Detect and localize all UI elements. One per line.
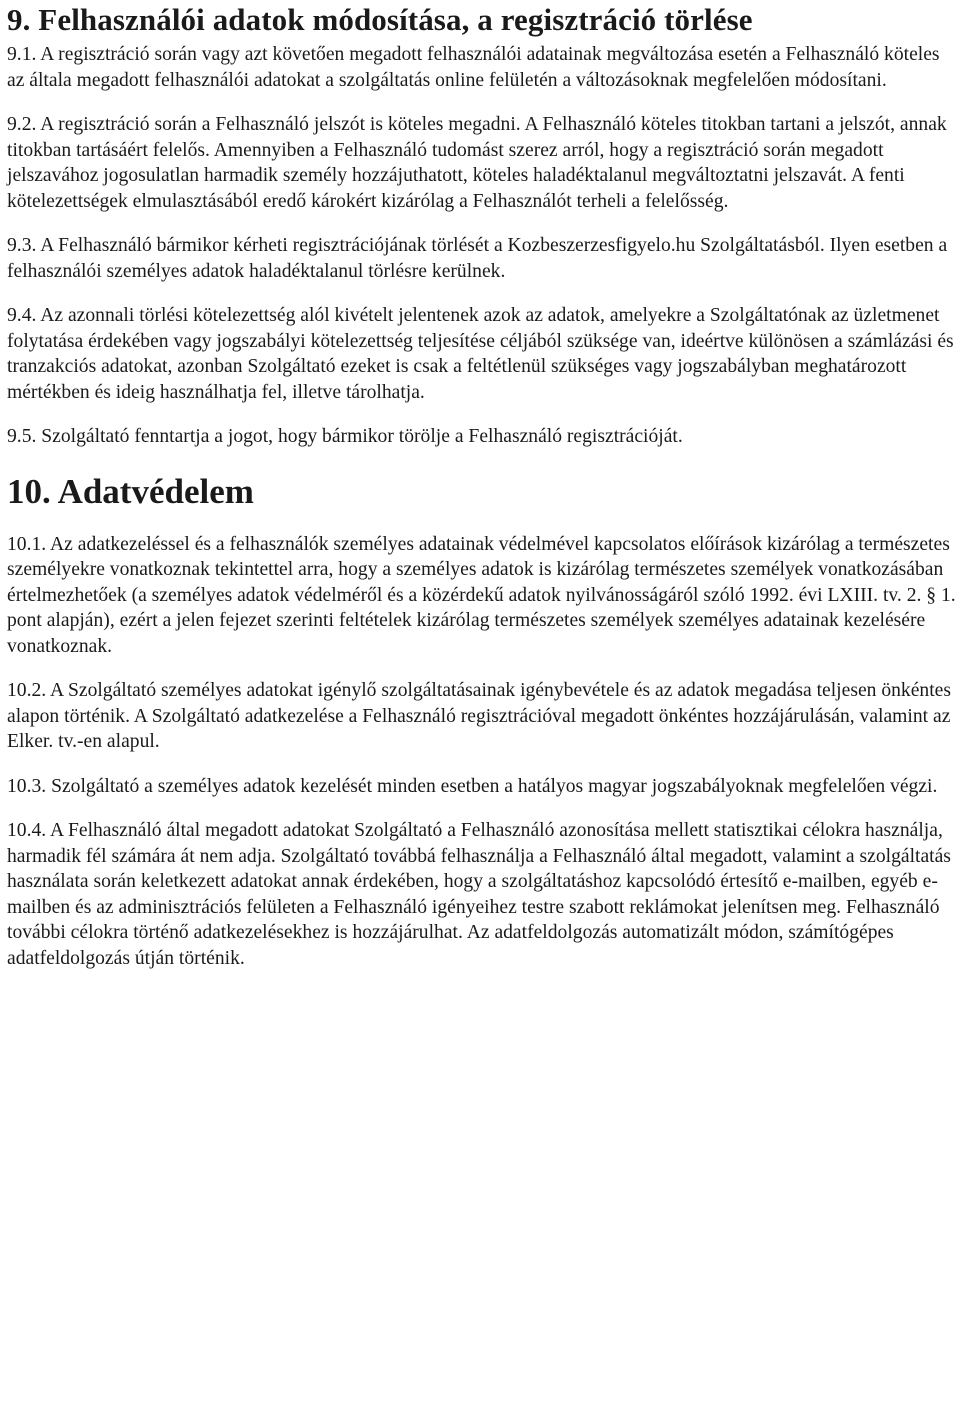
paragraph-10-3: 10.3. Szolgáltató a személyes adatok kezelését minden esetben a hatályos magyar jogszabályoknak megfelelően végzi. [7,775,938,797]
section-10-heading: 10. Adatvédelem [7,471,254,511]
paragraph-9-3: 9.3. A Felhasználó bármikor kérheti regisztrációjának törlését a Kozbeszerzesfigyelo.hu Szolgáltatásból. Ilyen esetben a felhasználói személyes adatok haladéktalanul törlésre kerülnek. [7,235,948,282]
paragraph-9-2: 9.2. A regisztráció során a Felhasználó jelszót is köteles megadni. A Felhasználó köteles titokban tartani a jelszót, annak titokban tartásáért felelős. Amennyiben a Felhasználó tudomást szerez arról, hogy a regisztráció során megadott jelszavához jogosulatlan harmadik személy hozzájuthatott, köteles haladéktalanul megváltoztatni jelszavát. A fenti kötelezettségek elmulasztásából eredő károkért kizárólag a Felhasználót terheli a felelősség. [7,114,947,212]
paragraph-9-4: 9.4. Az azonnali törlési kötelezettség alól kivételt jelentenek azok az adatok, amelyekre a Szolgáltatónak az üzletmenet folytatása érdekében vagy jogszabályi kötelezettség teljesítése céljából szüksége van, ideértve különösen a számlázási és tranzakciós adatokat, azonban Szolgáltató ezeket is csak a feltétlenül szükséges vagy jogszabályban meghatározott mértékben és ideig használhatja fel, illetve tárolhatja. [7,305,954,403]
paragraph-9-1: 9.1. A regisztráció során vagy azt követően megadott felhasználói adatainak megváltozása esetén a Felhasználó köteles az általa megadott felhasználói adatokat a szolgáltatás online felületén a változásoknak megfelelően módosítani. [7,44,940,91]
paragraph-10-2: 10.2. A Szolgáltató személyes adatokat igénylő szolgáltatásainak igénybevétele és az adatok megadása teljesen önkéntes alapon történik. A Szolgáltató adatkezelése a Felhasználó regisztrációval megadott önkéntes hozzájárulásán, valamint az Elker. tv.-en alapul. [7,680,951,752]
paragraph-9-5: 9.5. Szolgáltató fenntartja a jogot, hogy bármikor törölje a Felhasználó regisztrációját. [7,426,683,447]
document-page [7,0,957,971]
section-9-heading: 9. Felhasználói adatok módosítása, a regisztráció törlése [7,2,753,37]
paragraph-10-4: 10.4. A Felhasználó által megadott adatokat Szolgáltató a Felhasználó azonosítása mellett statisztikai célokra használja, harmadik fél számára át nem adja. Szolgáltató továbbá felhasználja a Felhasználó által megadott, valamint a szolgáltatás használata során keletkezett adatokat annak érdekében, hogy a szolgáltatáshoz kapcsolódó értesítő e-mailben, egyéb e-mailben és az adminisztrációs felületen a Felhasználó igényeihez testre szabott reklámokat jelenítsen meg. Felhasználó további célokra történő adatkezelésekhez is hozzájárulhat. Az adatfeldolgozás automatizált módon, számítógépes adatfeldolgozás útján történik. [7,820,951,969]
paragraph-10-1: 10.1. Az adatkezeléssel és a felhasználók személyes adatainak védelmével kapcsolatos előírások kizárólag a természetes személyekre vonatkoznak tekintettel arra, hogy a személyes adatok is kizárólag természetes személyek vonatkozásában értelmezhetőek (a személyes adatok védelméről és a közérdekű adatok nyilvánosságáról szóló 1992. évi LXIII. tv. 2. § 1. pont alapján), ezért a jelen fejezet szerinti feltételek kizárólag természetes személyek személyes adatainak kezelésére vonatkoznak. [7,533,956,657]
